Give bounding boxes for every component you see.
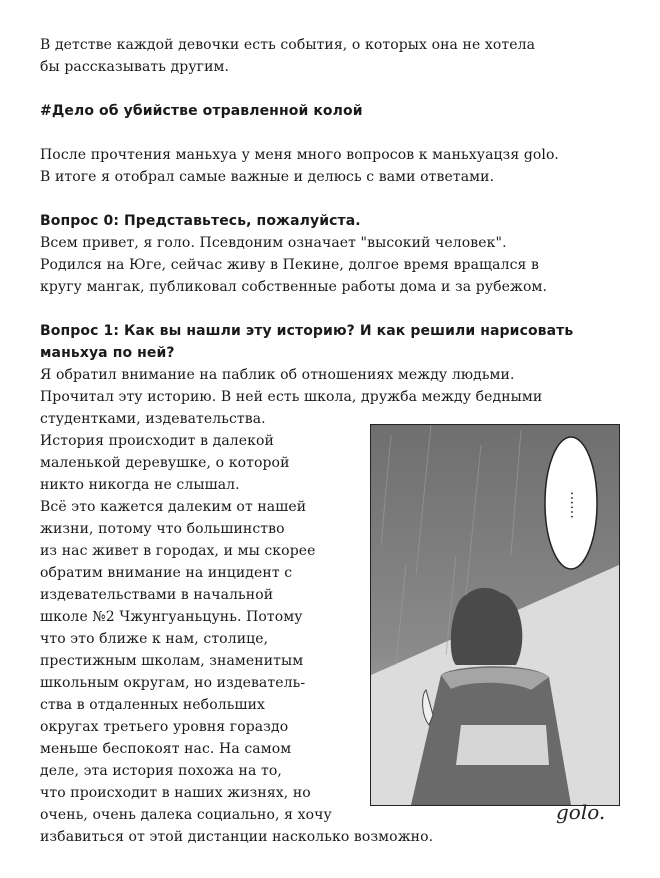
- question-1-block: [40, 320, 640, 430]
- text-line: Я обратил внимание на паблик об отношениях между людьми.: [40, 367, 515, 383]
- question-0: Вопрос 0: Представьтесь, пожалуйста.: [40, 213, 361, 229]
- text-line: В итоге я отобрал самые важные и делюсь с вами ответами.: [40, 169, 495, 185]
- question-1-wrapped-text: [40, 430, 360, 826]
- text-line: школе №2 Чжунгуаньцунь. Потому: [40, 609, 303, 625]
- text-line: округах третьего уровня гораздо: [40, 719, 289, 735]
- text-line: Всем привет, я голо. Псевдоним означает "высокий человек".: [40, 235, 507, 251]
- text-line: Всё это кажется далеким от нашей: [40, 499, 307, 515]
- text-line: ства в отдаленных небольших: [40, 697, 265, 713]
- text-line: После прочтения маньхуа у меня много вопросов к маньхуацзя golo.: [40, 147, 559, 163]
- text-line: Родился на Юге, сейчас живу в Пекине, долгое время вращался в: [40, 257, 540, 273]
- text-line: издевательствами в начальной: [40, 587, 274, 603]
- signature: golo.: [556, 800, 606, 824]
- question-1-line-2: маньхуа по ней?: [40, 345, 175, 361]
- question-1-line-1: Вопрос 1: Как вы нашли эту историю? И как решили нарисовать: [40, 323, 574, 339]
- text-line: очень, очень далека социально, я хочу: [40, 807, 332, 823]
- text-line: что это ближе к нам, столице,: [40, 631, 269, 647]
- text-line: никто никогда не слышал.: [40, 477, 240, 493]
- text-line: Прочитал эту историю. В ней есть школа, дружба между бедными: [40, 389, 543, 405]
- text-line: История происходит в далекой: [40, 433, 274, 449]
- text-line: что происходит в наших жизнях, но: [40, 785, 311, 801]
- heading-text: #Дело об убийстве отравленной колой: [40, 103, 363, 119]
- section-heading: [40, 100, 640, 122]
- text-line: бы рассказывать другим.: [40, 59, 230, 75]
- text-line: жизни, потому что большинство: [40, 521, 285, 537]
- speech-bubble-text: ……: [567, 491, 583, 519]
- text-line: В детстве каждой девочки есть события, о которых она не хотела: [40, 37, 536, 53]
- text-line: студентками, издевательства.: [40, 411, 266, 427]
- question-0-block: [40, 210, 640, 298]
- intro-paragraph: [40, 34, 640, 78]
- text-line: школьным округам, но издеватель-: [40, 675, 306, 691]
- text-line: деле, эта история похожа на то,: [40, 763, 282, 779]
- text-line: кругу мангак, публиковал собственные работы дома и за рубежом.: [40, 279, 548, 295]
- text-line: обратим внимание на инцидент с: [40, 565, 293, 581]
- manga-illustration: [370, 424, 620, 806]
- after-reading-paragraph: [40, 144, 640, 188]
- text-line: меньше беспокоят нас. На самом: [40, 741, 292, 757]
- text-line: избавиться от этой дистанции насколько возможно.: [40, 829, 434, 845]
- text-line: маленькой деревушке, о которой: [40, 455, 290, 471]
- question-1-last-line: [40, 826, 640, 848]
- text-line: из нас живет в городах, и мы скорее: [40, 543, 316, 559]
- text-line: престижным школам, знаменитым: [40, 653, 304, 669]
